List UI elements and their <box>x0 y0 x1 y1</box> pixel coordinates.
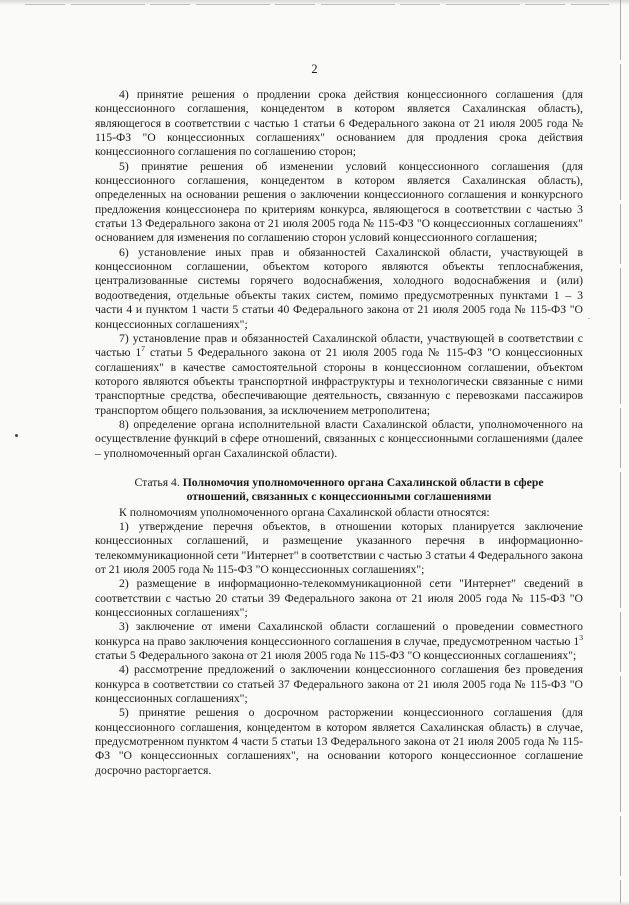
list-item-text: статьи 5 Федерального закона от 21 июля 2005 года № 115-ФЗ "О концессионных соглашениях" в качестве самостоятельной стороны в концессионном соглашении, объектом которого являются объекты транспортной инфраструктуры и технологически связанные с ними транспортные средства, обеспечивающие деятельность, связанную с перевозками пассажиров транспортом общего пользования, за исключением метрополитена; <box>95 346 583 417</box>
intro-paragraph: К полномочиям уполномоченного органа Сахалинской области относятся: <box>119 505 490 519</box>
list-item: 1) утверждение перечня объектов, в отношении которых планируется заключение концессионных соглашений, и размещение указанного перечня в информационно-телекоммуникационной сети "Интернет" в соответствии с частью 3 статьи 4 Федерального закона от 21 июля 2005 года № 115-ФЗ "О концессионных соглашениях"; <box>95 519 583 576</box>
list-item: 4) рассмотрение предложений о заключении концессионного соглашения без проведения конкурса в соответствии со статьей 37 Федерального закона от 21 июля 2005 года № 115-ФЗ "О концессионных соглашениях"; <box>95 663 583 706</box>
list-item: 5) принятие решения об изменении условий концессионного соглашения (для концессионного соглашения, концедентом в котором является Сахалинская область), определенных на основании решения о заключении концессионного соглашения и конкурсного предложения концессионера по критериям конкурса, являющегося в соответствии с частью 3 статьи 13 Федерального закона от 21 июля 2005 года № 115-ФЗ "О концессионных соглашениях" основанием для изменения по соглашению сторон условий концессионного соглашения; <box>95 159 583 245</box>
superscript: 7 <box>141 344 146 354</box>
list-item <box>95 620 583 663</box>
list-item: 8) определение органа исполнительной власти Сахалинской области, уполномоченного на осуществление функций в сфере отношений, связанных с концессионными соглашениями (далее – уполномоченный орган Сахалинской области). <box>95 417 583 460</box>
document-body <box>95 88 583 778</box>
scan-line-top <box>25 4 609 5</box>
list-item <box>95 332 583 418</box>
article-title: Полномочия уполномоченного органа Сахалинской области в сфере <box>182 475 544 489</box>
list-item: 6) установление иных прав и обязанностей Сахалинской области, участвующей в концессионном соглашении, объектом которого являются объекты теплоснабжения, централизованные системы горячего водоснабжения, холодного водоснабжения и (или) водоотведения, отдельные объекты таких систем, помимо предусмотренных пунктами 1 – 3 части 4 и пунктом 1 части 5 статьи 40 Федерального закона от 21 июля 2005 года № 115-ФЗ "О концессионных соглашениях"; <box>95 245 583 331</box>
list-item: 2) размещение в информационно-телекоммуникационной сети "Интернет" сведений в соответствии с частью 20 статьи 39 Федерального закона от 21 июля 2005 года № 115-ФЗ "О концессионных соглашениях"; <box>95 577 583 620</box>
article-title-line2: отношений, связанных с концессионными соглашениями <box>186 490 492 504</box>
article-label: Статья 4. <box>134 475 180 489</box>
scan-speck <box>15 434 18 437</box>
superscript: 3 <box>579 632 583 642</box>
list-item-text: 3) заключение от имени Сахалинской области соглашений о проведении совместного конкурса на право заключения концессионного соглашения в случае, предусмотренном частью 1 <box>95 620 583 648</box>
list-item-text: статьи 5 Федерального закона от 21 июля 2005 года № 115-ФЗ "О концессионных соглашениях"; <box>95 649 577 663</box>
list-item-text: 7) установление прав и обязанностей Сахалинской области, участвующей в соответствии с частью 1 <box>95 331 583 360</box>
scan-edge-right <box>620 0 621 905</box>
list-item: 4) принятие решения о продлении срока действия концессионного соглашения (для концессионного соглашения, концедентом в котором является Сахалинская область), являющегося в соответствии с частью 1 статьи 6 Федерального закона от 21 июля 2005 года № 115-ФЗ "О концессионных соглашениях" основанием для продления срока действия концессионного соглашения по соглашению сторон; <box>95 88 583 159</box>
page-number: 2 <box>311 62 318 76</box>
scan-edge-bottom <box>0 901 629 905</box>
article-heading <box>95 476 583 505</box>
scan-speck <box>588 318 590 319</box>
list-item: 5) принятие решения о досрочном расторжении концессионного соглашения (для концессионного соглашения, концедентом в котором является Сахалинская область) в случае, предусмотренном пунктом 4 части 5 статьи 13 Федерального закона от 21 июля 2005 года № 115-ФЗ "О концессионных соглашениях", на основании которого концессионное соглашение досрочно расторгается. <box>95 706 583 777</box>
